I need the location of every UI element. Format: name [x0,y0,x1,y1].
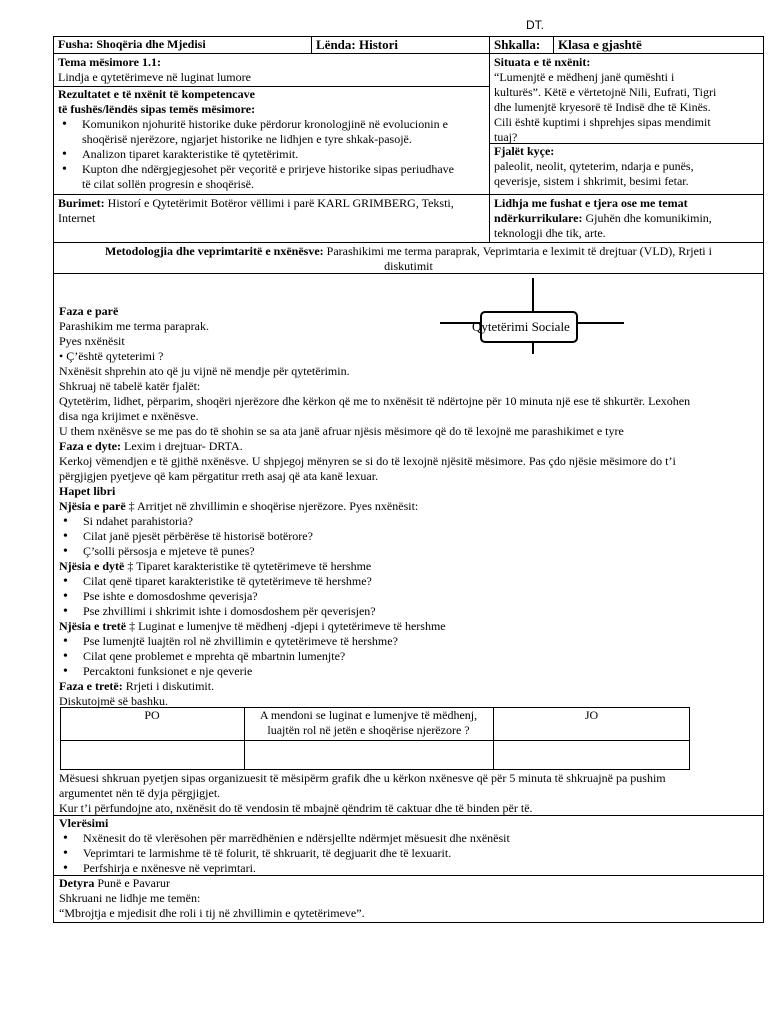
document-code: DT. [526,18,544,32]
njesia3-label: Njësia e tretë [59,619,127,633]
metodologjia-text-2: diskutimit [384,259,433,273]
fusha-label: Fusha: Shoqëria dhe Mjedisi [58,37,206,51]
hapet-libri: Hapet libri [59,484,116,498]
list-item: • Cilat janë pjesët përbërëse të historisë botërore? [59,529,730,544]
detyra-label: Detyra [59,876,95,890]
fjalet-line: qeverisje, sistem i shkrimit, besimi fetar. [494,174,689,188]
po-header: PO [144,708,160,722]
njesia2-label: Njësia e dytë [59,559,125,573]
faza2-para: Kerkoj vëmendjen e të gjithë nxënësve. U shpjegoj mënyren se si do të lexojnë njësitë mësimore. Pas çdo njësie mësimore do t’i [59,454,676,468]
njesia1-questions [59,514,730,559]
list-item: • Komunikon njohuritë historike duke përdorur kronologjinë në evolucionin e shoqërisë njerëzore, ngjarjet historike ne lidhjen e tyre shkak-pasojë. [58,117,484,147]
tema-label: Tema mësimore 1.1: [58,55,161,69]
faza3-title: Faza e tretë: [59,679,123,693]
metodologjia-cell [54,244,763,274]
faza1-line: • Ç’është qyteterimi ? [59,349,164,363]
njesia1-title: ‡ Arritjet në zhvillimin e shoqërise njerëzore. Pyes nxënësit: [125,499,419,513]
faza2-subtitle: Lexim i drejtuar- DRTA. [120,439,243,453]
list-item: • Cilat qene problemet e mprehta që mbartnin lumenjte? [59,649,730,664]
list-item: • Veprimtari te larmishme të të folurit, të shkruarit, të degjuarit dhe të lexuarit. [59,846,763,861]
list-item: • Pse lumenjtë luajtën rol në zhvillimin e qytetërimeve të hershme? [59,634,730,649]
lenda-label: Lënda: Histori [316,37,398,52]
burimet-text-2: Internet [58,211,96,225]
jo-header: JO [584,708,599,722]
list-item: • Pse ishte e domosdoshme qeverisja? [59,589,730,604]
shkalla-label: Shkalla: [494,37,541,52]
list-item: • Analizon tiparet karakteristike të qytetërimit. [58,147,484,162]
njesia3-questions [59,634,730,679]
faza1-title: Faza e parë [59,304,119,318]
situata-label: Situata e të nxënit: [494,55,591,69]
detyra-line: Shkruani ne lidhje me temën: [59,891,201,905]
vleresimi-list [59,831,763,876]
faza1-line: Nxënësit shprehin ato që ju vijnë në mendje për qytetërimin. [59,364,350,378]
faza3-para: Mësuesi shkruan pyetjen sipas organizuesit të mësipërm grafik dhe u kërkon nxënesve që për 5 minuta të shkruajnë pa pushim [59,771,666,785]
situata-line: “Lumenjtë e mëdhenj janë qumështi i [494,70,675,84]
klasa-label: Klasa e gjashtë [558,37,642,52]
lidhja-label: Lidhja me fushat e tjera ose me temat [494,196,688,210]
situata-line: dhe lumenjtë kryesorë të Indisë dhe të Kinës. [494,100,711,114]
rezultatet-title: Rezultatet e të nxënit të kompetencave [58,87,255,101]
faza2-para: përgjigjen pyetjeve që kam përgatitur rreth asaj që ata kanë lexuar. [59,469,379,483]
detyra-subtitle: Punë e Pavarur [94,876,170,890]
list-item: • Si ndahet parahistoria? [59,514,730,529]
faza2-title: Faza e dyte: [59,439,121,453]
njesia1-label: Njësia e parë [59,499,126,513]
situata-line: kulturës”. Këtë e vërtetojnë Nili, Eufrati, Tigri [494,85,717,99]
discussion-question: A mendoni se luginat e lumenjve të mëdhenj, luajtën rol në jetën e shoqërise njerëzore ? [259,708,478,737]
fjalet-label: Fjalët kyçe: [494,144,555,158]
faza3-sub: Diskutojmë së bashku. [59,694,168,708]
lidhja-cell [490,196,764,241]
lidhja-text-2: teknologji dhe tik, arte. [494,226,606,240]
rezultatet-list [58,117,484,192]
faza3-para: argumentet nën të dyja përgjigjet. [59,786,221,800]
list-item: • Perfshirja e nxënesve në veprimtari. [59,861,763,876]
list-item: • Ç’solli përsosja e mjeteve të punes? [59,544,730,559]
tema-cell [54,55,488,85]
njesia2-title: ‡ Tiparet karakteristike të qytetërimeve të hershme [124,559,372,573]
fjalet-cell [490,144,764,189]
faza1-para: Qytetërim, lidhet, përparim, shoqëri njerëzore dhe kërkon që me to nxënësit të ndërtojne për 10 minuta një ese të shkurtër. Lexohen [59,394,691,408]
fjalet-line: paleolit, neolit, qyteterim, ndarja e punës, [494,159,694,173]
list-item: • Pse zhvillimi i shkrimit ishte i domosdoshem për qeverisjen? [59,604,730,619]
lidhja-label-2: ndërkurrikulare: [494,211,583,225]
faza3-paragraphs [54,771,730,816]
vleresimi-cell [54,816,763,876]
faza1-line: Pyes nxënësit [59,334,125,348]
vleresimi-label: Vlerësimi [59,816,109,830]
situata-cell [490,55,764,145]
faza3-subtitle: Rrjeti i diskutimit. [122,679,215,693]
detyra-line: “Mbrojtja e mjedisit dhe roli i tij në zhvillimin e qytetërimeve”. [59,906,365,920]
detyra-cell [54,876,763,921]
faza3-para: Kur t’i përfundojne ato, nxënësit do të vendosin të mbajnë qëndrim të caktuar dhe të binden për të. [59,801,533,815]
faza1-section [54,304,730,709]
faza1-para: disa nga krijimet e nxënësve. [59,409,199,423]
faza1-para: U them nxënësve se me pas do të shohin se sa ata janë afruar njësis mësimore që do të lexojnë me parashikimet e tyre [59,424,624,438]
lidhja-text: Gjuhën dhe komunikimin, [582,211,712,225]
metodologjia-label: Metodologjia dhe veprimtaritë e nxënësve: [105,244,324,258]
situata-line: tuaj? [494,130,518,144]
list-item: • Kupton dhe ndërgjegjesohet për veçoritë e prirjeve historike sipas periudhave të cilat sollën progresin e shoqërisë. [58,162,484,192]
rezultatet-subtitle: të fushës/lëndës sipas temës mësimore: [58,102,256,116]
burimet-cell [54,196,488,226]
list-item: • Percaktoni funksionet e nje qeverie [59,664,730,679]
faza1-line: Parashikim me terma paraprak. [59,319,209,333]
njesia2-questions [59,574,730,619]
tema-value: Lindja e qytetërimeve në luginat lumore [58,70,251,84]
list-item: • Cilat qenë tiparet karakteristike të qytetërimeve të hershme? [59,574,730,589]
metodologjia-text: Parashikimi me terma paraprak, Veprimtaria e leximit të drejtuar (VLD), Rrjeti i [323,244,712,258]
rezultatet-cell [54,87,488,192]
situata-line: Cili është kuptimi i shprehjes sipas mendimit [494,115,711,129]
faza1-line: Shkruaj në tabelë katër fjalët: [59,379,201,393]
burimet-label: Burimet: [58,196,105,210]
list-item: • Nxënesit do të vlerësohen për marrëdhënien e ndërsjellte ndërmjet mësuesit dhe nxënësit [59,831,763,846]
diagram-label: Qytetërimi Sociale [472,319,570,334]
burimet-text: Historí e Qytetërimit Botëror vëllimi i parë KARL GRIMBERG, Teksti, [104,196,454,210]
njesia3-title: ‡ Luginat e lumenjve të mëdhenj -djepi i qytetërimeve të hershme [126,619,446,633]
